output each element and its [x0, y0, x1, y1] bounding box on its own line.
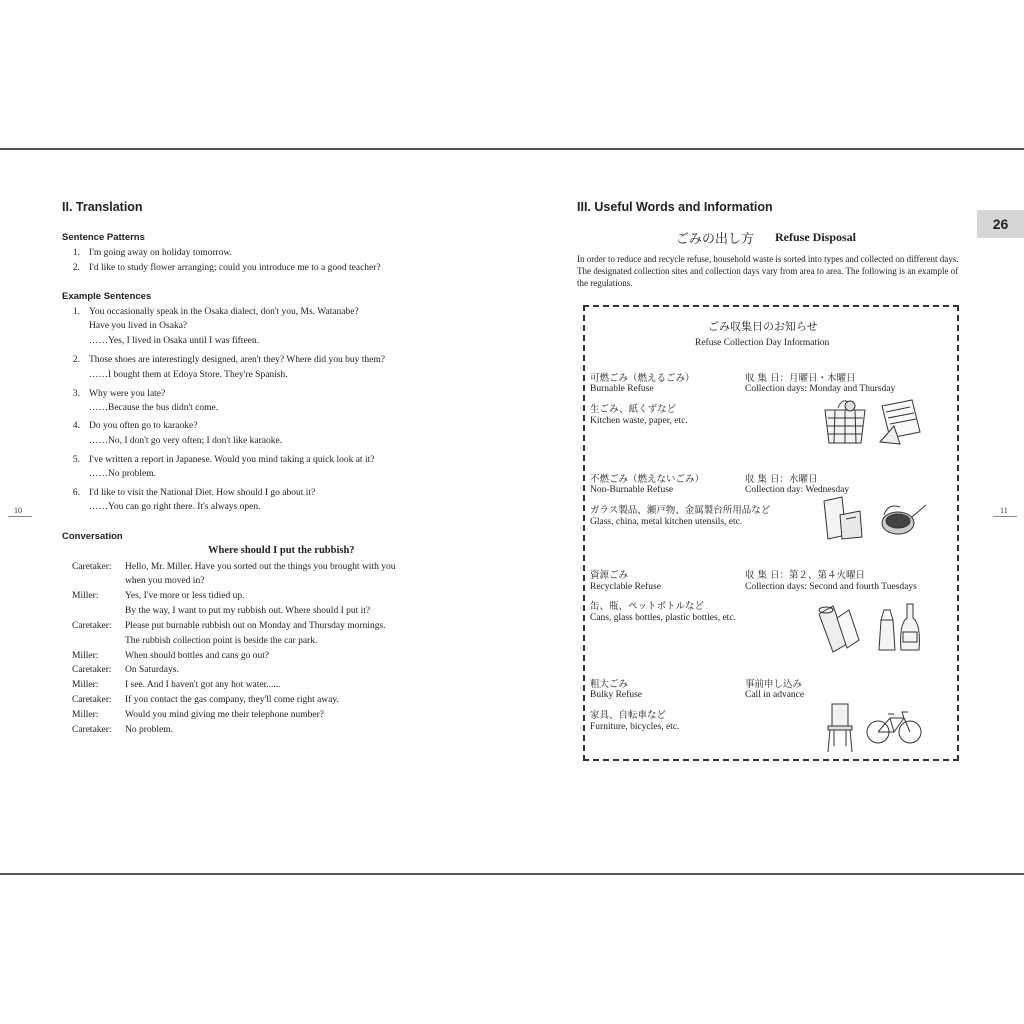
conversation-line: If you contact the gas company, they'll come right away. — [125, 695, 339, 705]
example-number: 2. — [72, 355, 80, 365]
conversation-line: On Saturdays. — [125, 665, 179, 675]
collection-day-en: Collection days: Monday and Thursday — [745, 384, 896, 394]
example-line: I've written a report in Japanese. Would you mind taking a quick look at it? — [89, 455, 375, 465]
translation-heading: II. Translation — [62, 200, 143, 214]
useful-words-heading: III. Useful Words and Information — [577, 200, 773, 214]
speaker-label: Miller: — [72, 710, 99, 720]
right-page-number: 11 — [1000, 506, 1008, 515]
category-items-en: Furniture, bicycles, etc. — [590, 722, 680, 732]
conversation-line: When should bottles and cans go out? — [125, 651, 270, 661]
example-line: Why were you late? — [89, 389, 166, 399]
conversation-line: No problem. — [125, 725, 174, 735]
left-page-number: 10 — [14, 506, 22, 515]
conversation-line: Yes, I've more or less tidied up. — [125, 591, 245, 601]
example-line: You occasionally speak in the Osaka dialect, don't you, Ms. Watanabe? — [89, 307, 359, 317]
example-number: 1. — [72, 307, 80, 317]
example-sentences-heading: Example Sentences — [62, 291, 152, 302]
category-items-en: Glass, china, metal kitchen utensils, etc. — [590, 517, 743, 527]
refuse-disposal-title-en: Refuse Disposal — [775, 230, 857, 244]
example-line: Have you lived in Osaka? — [89, 321, 188, 331]
conversation-line: By the way, I want to put my rubbish out. Where should I put it? — [125, 606, 371, 616]
top-rule — [0, 148, 1024, 150]
speaker-label: Miller: — [72, 680, 99, 690]
notice-title-jp: ごみ収集日のお知らせ — [708, 320, 818, 333]
category-items-en: Kitchen waste, paper, etc. — [590, 416, 688, 426]
speaker-label: Miller: — [72, 591, 99, 601]
example-answer: ……No problem. — [89, 469, 157, 479]
conversation-line: I see. And I haven't got any hot water...... — [125, 680, 281, 690]
kitchen-waste-basket-icon — [820, 398, 930, 446]
cans-and-bottles-icon — [815, 600, 930, 655]
refuse-intro-paragraph: In order to reduce and recycle refuse, household waste is sorted into types and collected on different days. The designated collection sites and collection days vary from area to area. The following is an example of the regulations. — [577, 254, 959, 288]
left-page-marker — [8, 516, 32, 517]
category-name-jp: 不燃ごみ（燃えないごみ） — [590, 474, 705, 485]
collection-day-en: Call in advance — [745, 690, 805, 700]
right-page-marker — [993, 516, 1017, 517]
conversation-line: Hello, Mr. Miller. Have you sorted out the things you brought with you — [125, 562, 396, 572]
collection-day-jp: 収 集 日：第２、第４火曜日 — [745, 570, 866, 581]
speaker-label: Caretaker: — [72, 725, 112, 735]
category-items-jp: 缶、瓶、ペットボトルなど — [590, 601, 705, 612]
speaker-label: Caretaker: — [72, 621, 112, 631]
category-name-jp: 粗大ごみ — [590, 679, 629, 690]
example-line: I'd like to visit the National Diet. How should I go about it? — [89, 488, 316, 498]
example-answer: ……No, I don't go very often; I don't like karaoke. — [89, 436, 283, 446]
collection-day-en: Collection day: Wednesday — [745, 485, 850, 495]
collection-day-jp: 事前申し込み — [745, 679, 803, 690]
lesson-badge: 26 — [977, 210, 1024, 238]
example-answer: ……Because the bus didn't come. — [89, 403, 219, 413]
pattern-text: I'm going away on holiday tomorrow. — [89, 248, 233, 258]
conversation-heading: Conversation — [62, 531, 123, 542]
example-number: 5. — [72, 455, 80, 465]
collection-day-jp: 収 集 日：月曜日・木曜日 — [745, 373, 856, 384]
conversation-line: The rubbish collection point is beside the car park. — [125, 636, 318, 646]
notice-title-en: Refuse Collection Day Information — [695, 338, 830, 348]
example-line: Those shoes are interestingly designed, aren't they? Where did you buy them? — [89, 355, 385, 365]
speaker-label: Caretaker: — [72, 665, 112, 675]
category-name-en: Recyclable Refuse — [590, 582, 661, 592]
pattern-text: I'd like to study flower arranging; could you introduce me to a good teacher? — [89, 263, 381, 273]
conversation-title: Where should I put the rubbish? — [208, 545, 355, 556]
pattern-number: 2. — [72, 263, 80, 273]
conversation-line: when you moved in? — [125, 576, 205, 586]
conversation-line: Would you mind giving me their telephone number? — [125, 710, 324, 720]
example-number: 4. — [72, 421, 80, 431]
category-name-jp: 資源ごみ — [590, 570, 629, 581]
category-items-jp: ガラス製品、瀬戸物、金属製台所用品など — [590, 505, 771, 516]
example-number: 3. — [72, 389, 80, 399]
speaker-label: Caretaker: — [72, 562, 112, 572]
pattern-number: 1. — [72, 248, 80, 258]
chair-and-bicycle-icon — [820, 700, 925, 754]
category-name-en: Burnable Refuse — [590, 384, 654, 394]
glass-and-pan-icon — [820, 495, 930, 543]
category-name-jp: 可燃ごみ（燃えるごみ） — [590, 373, 695, 384]
category-items-jp: 生ごみ、紙くずなど — [590, 404, 677, 415]
category-items-en: Cans, glass bottles, plastic bottles, etc. — [590, 613, 736, 623]
category-items-jp: 家具、自転車など — [590, 710, 667, 721]
example-line: Do you often go to karaoke? — [89, 421, 198, 431]
collection-day-jp: 収 集 日：水曜日 — [745, 474, 818, 485]
example-answer: ……You can go right there. It's always open. — [89, 502, 261, 512]
example-answer: ……Yes, I lived in Osaka until I was fifteen. — [89, 336, 260, 346]
speaker-label: Caretaker: — [72, 695, 112, 705]
example-number: 6. — [72, 488, 80, 498]
collection-day-en: Collection days: Second and fourth Tuesdays — [745, 582, 917, 592]
refuse-disposal-title-jp: ごみの出し方 — [676, 232, 755, 247]
sentence-patterns-heading: Sentence Patterns — [62, 232, 145, 243]
category-name-en: Non-Burnable Refuse — [590, 485, 674, 495]
speaker-label: Miller: — [72, 651, 99, 661]
example-answer: ……I bought them at Edoya Store. They're Spanish. — [89, 370, 288, 380]
conversation-line: Please put burnable rubbish out on Monday and Thursday mornings. — [125, 621, 386, 631]
bottom-rule — [0, 873, 1024, 875]
category-name-en: Bulky Refuse — [590, 690, 642, 700]
